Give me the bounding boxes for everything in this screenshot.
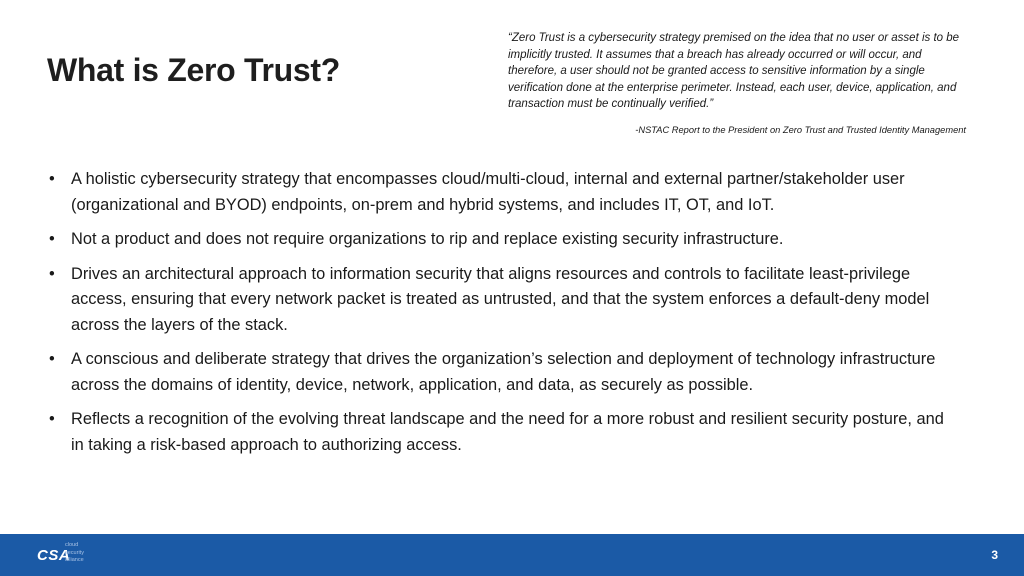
bullet-item — [49, 167, 949, 218]
bullet-text: Not a product and does not require organizations to rip and replace existing security infrastructure. — [71, 230, 784, 248]
logo-line: security — [65, 549, 84, 556]
logo-line: cloud — [65, 542, 79, 548]
quote-source: -NSTAC Report to the President on Zero Trust and Trusted Identity Management — [635, 124, 966, 135]
bullet-item — [49, 262, 949, 339]
page-number: 3 — [991, 548, 998, 562]
csa-logo — [37, 542, 117, 568]
bullet-item — [49, 227, 949, 253]
bullet-item — [49, 407, 949, 458]
bullet-text: Reflects a recognition of the evolving threat landscape and the need for a more robust and resilient security posture, and in taking a risk-based approach to authorizing access. — [71, 410, 944, 454]
bullet-text: A conscious and deliberate strategy that drives the organization’s selection and deployment of technology infrastructure across the domains of identity, device, network, application, and data, as securely as possible. — [71, 350, 936, 394]
logo-subtext — [65, 542, 117, 565]
footer-bar — [0, 534, 1024, 576]
slide-title: What is Zero Trust? — [47, 52, 340, 88]
bullet-marker: • — [49, 410, 55, 428]
bullet-text: Drives an architectural approach to information security that aligns resources and controls to facilitate least-privilege access, ensuring that every network packet is treated as untrusted, and that the system enforces a default-deny model across the layers of the stack. — [71, 264, 930, 334]
bullet-item — [49, 347, 949, 398]
quote-text: “Zero Trust is a cybersecurity strategy premised on the idea that no user or asset is to be implicitly trusted. It assumes that a breach has already occurred or will occur, and therefore, a user should not be granted access to sensitive information by a single verification done at the enterprise perimeter. Instead, each user, device, application, and transaction must be continually verified.” — [508, 32, 960, 111]
logo-line: alliance — [65, 557, 84, 563]
bullet-list — [49, 167, 949, 467]
bullet-marker: • — [49, 170, 55, 188]
logo-mark: CSA — [37, 547, 71, 564]
quote-block — [508, 30, 966, 135]
bullet-marker: • — [49, 230, 55, 248]
bullet-marker: • — [49, 350, 55, 368]
bullet-marker: • — [49, 264, 55, 283]
bullet-text: A holistic cybersecurity strategy that encompasses cloud/multi-cloud, internal and external partner/stakeholder user (organizational and BYOD) endpoints, on-prem and hybrid systems, and includes IT, OT, and IoT. — [71, 170, 905, 214]
